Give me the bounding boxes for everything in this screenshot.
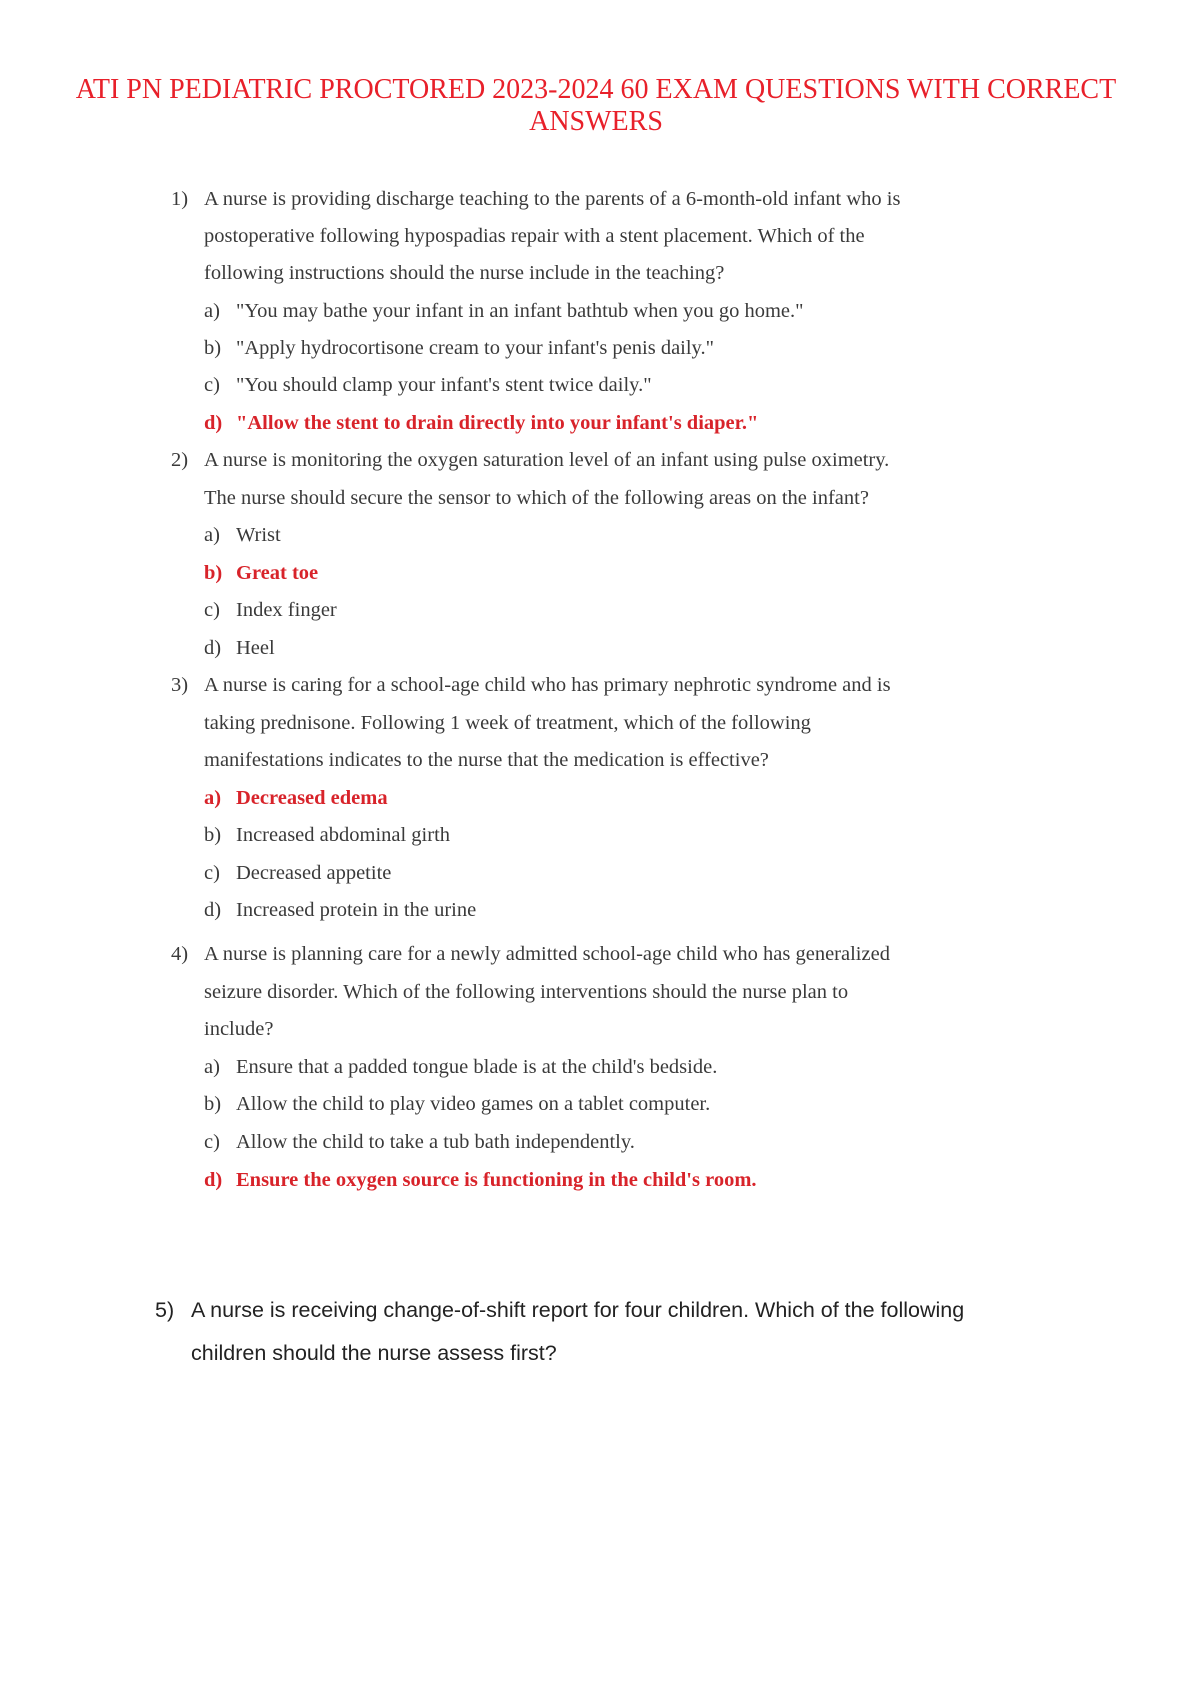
question-number: 5) — [155, 1298, 175, 1322]
option-letter: a) — [204, 524, 220, 546]
question-stem-line: A nurse is receiving change-of-shift report for four children. Which of the following — [191, 1298, 965, 1322]
question-stem-line: A nurse is providing discharge teaching to the parents of a 6-month-old infant who is — [204, 188, 901, 210]
option-text: Wrist — [236, 524, 281, 546]
question-stem-line: postoperative following hypospadias repair with a stent placement. Which of the — [204, 225, 865, 247]
option-letter: c) — [204, 374, 220, 396]
option-text: Allow the child to play video games on a tablet computer. — [236, 1093, 711, 1115]
option-text: Index finger — [236, 599, 337, 621]
option-letter: d) — [204, 899, 222, 921]
question-stem-line: A nurse is caring for a school-age child who has primary nephrotic syndrome and is — [204, 674, 891, 696]
question-stem-line: children should the nurse assess first? — [191, 1341, 557, 1365]
correct-option-letter: a) — [204, 787, 222, 809]
correct-option-text: Great toe — [236, 562, 319, 584]
correct-option-letter: b) — [204, 562, 223, 584]
option-text: Heel — [236, 637, 275, 659]
option-text: "You may bathe your infant in an infant bathtub when you go home." — [236, 300, 804, 322]
question-stem-line: A nurse is monitoring the oxygen saturation level of an infant using pulse oximetry. — [204, 449, 890, 471]
question-stem-line: The nurse should secure the sensor to which of the following areas on the infant? — [204, 487, 869, 509]
option-letter: c) — [204, 599, 220, 621]
option-letter: a) — [204, 300, 220, 322]
correct-option-text: Decreased edema — [236, 787, 388, 809]
option-letter: b) — [204, 1093, 222, 1115]
question-stem-line: include? — [204, 1018, 274, 1040]
option-letter: c) — [204, 1131, 220, 1153]
question-stem-line: manifestations indicates to the nurse that the medication is effective? — [204, 749, 769, 771]
question-number: 3) — [171, 674, 189, 696]
correct-option-letter: d) — [204, 1169, 223, 1191]
option-text: Ensure that a padded tongue blade is at the child's bedside. — [236, 1056, 718, 1078]
document-title: ATI PN PEDIATRIC PROCTORED 2023-2024 60 EXAM QUESTIONS WITH CORRECT ANSWERS — [75, 74, 1117, 137]
option-text: Increased protein in the urine — [236, 899, 477, 921]
correct-option-text: Ensure the oxygen source is functioning in the child's room. — [236, 1169, 757, 1191]
option-letter: d) — [204, 637, 222, 659]
correct-option-text: "Allow the stent to drain directly into your infant's diaper." — [236, 412, 759, 434]
question-stem-line: taking prednisone. Following 1 week of treatment, which of the following — [204, 712, 811, 734]
option-letter: a) — [204, 1056, 220, 1078]
question-number: 1) — [171, 188, 189, 210]
question-number: 2) — [171, 449, 189, 471]
question-stem-line: following instructions should the nurse include in the teaching? — [204, 262, 725, 284]
question-stem-line: A nurse is planning care for a newly admitted school-age child who has generalized — [204, 943, 890, 965]
option-text: "You should clamp your infant's stent twice daily." — [236, 374, 652, 396]
option-letter: b) — [204, 824, 222, 846]
option-text: Decreased appetite — [236, 862, 392, 884]
question-number: 4) — [171, 943, 189, 965]
question-stem-line: seizure disorder. Which of the following interventions should the nurse plan to — [204, 981, 849, 1003]
option-text: "Apply hydrocortisone cream to your infant's penis daily." — [236, 337, 714, 359]
option-text: Increased abdominal girth — [236, 824, 451, 846]
option-letter: c) — [204, 862, 220, 884]
option-letter: b) — [204, 337, 222, 359]
correct-option-letter: d) — [204, 412, 223, 434]
option-text: Allow the child to take a tub bath independently. — [236, 1131, 635, 1153]
